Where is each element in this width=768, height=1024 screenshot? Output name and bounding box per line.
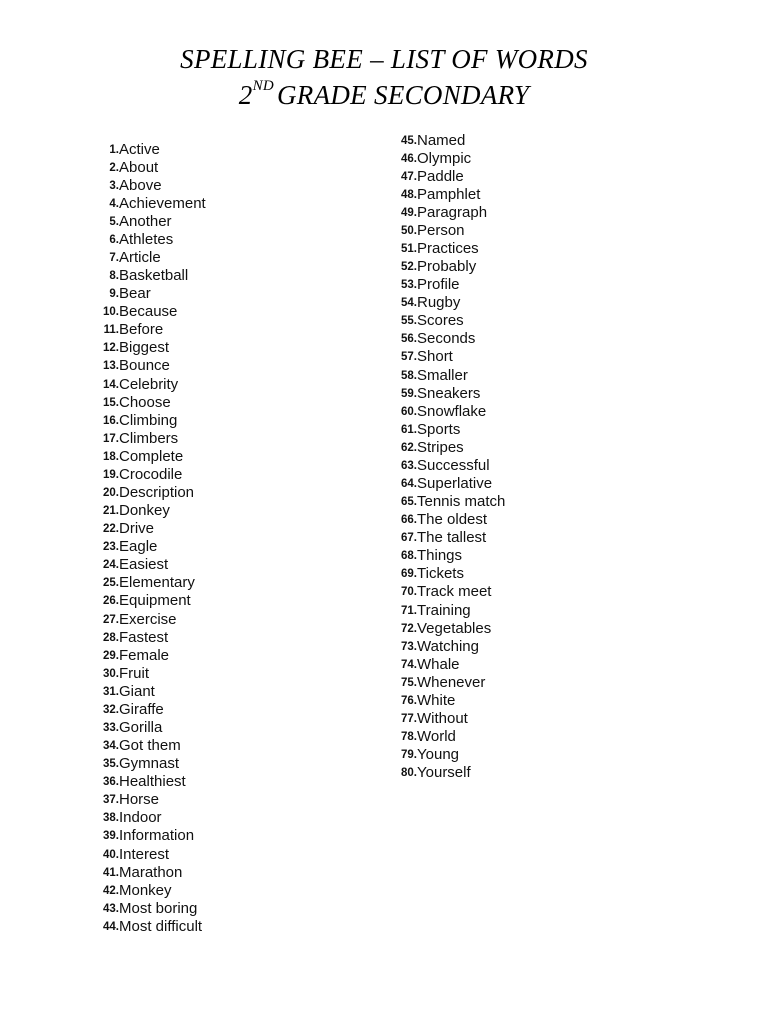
word-text: Practices bbox=[417, 239, 479, 257]
word-number: 56. bbox=[401, 333, 417, 346]
word-list-item bbox=[388, 132, 505, 150]
word-text: Before bbox=[119, 321, 164, 339]
word-list-item bbox=[388, 439, 505, 457]
word-number: 5. bbox=[109, 215, 119, 228]
word-text: The oldest bbox=[417, 511, 488, 529]
word-number: 35. bbox=[103, 758, 119, 771]
word-text: Without bbox=[417, 710, 468, 727]
word-text: Training bbox=[417, 601, 471, 619]
word-list-item bbox=[388, 764, 505, 782]
word-text: Yourself bbox=[417, 764, 471, 782]
word-list-item bbox=[388, 728, 505, 746]
word-text: Monkey bbox=[119, 881, 172, 899]
word-text: Basketball bbox=[119, 267, 189, 285]
word-number: 69. bbox=[401, 568, 417, 581]
grade-number: 2 bbox=[238, 80, 253, 110]
word-list-item bbox=[388, 348, 505, 366]
word-list-item bbox=[388, 529, 505, 547]
word-number: 71. bbox=[401, 604, 417, 617]
word-text: Achievement bbox=[119, 194, 206, 212]
word-text: Sneakers bbox=[417, 384, 481, 402]
word-list-item bbox=[90, 357, 206, 375]
word-list-item bbox=[90, 629, 206, 647]
word-list-item bbox=[90, 339, 206, 357]
word-number: 62. bbox=[401, 441, 417, 454]
word-text: Article bbox=[119, 248, 161, 266]
word-list-item bbox=[90, 592, 206, 610]
word-text: Watching bbox=[417, 637, 479, 655]
word-list-item bbox=[90, 900, 206, 918]
word-number: 17. bbox=[103, 432, 119, 445]
word-text: Vegetables bbox=[417, 619, 492, 637]
word-list-item bbox=[388, 421, 505, 439]
word-list-item bbox=[90, 177, 206, 195]
word-list-item bbox=[388, 583, 505, 601]
word-list-item bbox=[388, 258, 505, 276]
word-number: 1. bbox=[109, 143, 119, 156]
word-number: 65. bbox=[401, 496, 417, 509]
word-number: 76. bbox=[401, 694, 417, 707]
word-text: Things bbox=[417, 547, 463, 565]
word-text: Paragraph bbox=[417, 203, 488, 221]
word-list-item bbox=[90, 466, 206, 484]
word-number: 39. bbox=[103, 830, 119, 843]
word-number: 7. bbox=[109, 251, 119, 264]
word-number: 52. bbox=[401, 261, 417, 274]
word-list-item bbox=[388, 674, 505, 692]
word-text: Probably bbox=[417, 258, 477, 276]
word-text: Information bbox=[119, 827, 195, 845]
word-list-item bbox=[90, 809, 206, 827]
word-list-item bbox=[90, 556, 206, 574]
word-list-item bbox=[90, 376, 206, 394]
word-text: Active bbox=[119, 140, 160, 158]
word-list-item bbox=[90, 665, 206, 683]
word-number: 63. bbox=[401, 459, 417, 472]
word-number: 64. bbox=[401, 477, 417, 490]
word-number: 75. bbox=[401, 676, 417, 689]
word-list-item bbox=[90, 394, 206, 412]
word-text: Equipment bbox=[119, 592, 191, 610]
word-text: Olympic bbox=[417, 149, 472, 167]
word-number: 20. bbox=[103, 486, 119, 499]
grade-level-text: GRADE SECONDARY bbox=[277, 80, 530, 110]
word-text: Climbers bbox=[119, 429, 179, 447]
word-text: Most boring bbox=[119, 899, 198, 917]
word-list-item bbox=[388, 385, 505, 403]
word-list-item bbox=[90, 159, 206, 177]
word-number: 23. bbox=[103, 541, 119, 554]
word-text: Climbing bbox=[119, 411, 178, 429]
word-list-item bbox=[90, 773, 206, 791]
word-text: The tallest bbox=[417, 529, 487, 547]
word-list-item bbox=[388, 186, 505, 204]
word-number: 42. bbox=[103, 884, 119, 897]
word-text: Easiest bbox=[119, 556, 169, 574]
word-list-item bbox=[388, 602, 505, 620]
word-text: Giant bbox=[119, 682, 155, 700]
word-text: Drive bbox=[119, 520, 155, 538]
word-text: Description bbox=[119, 483, 195, 501]
word-number: 24. bbox=[103, 559, 119, 572]
word-list-item bbox=[90, 195, 206, 213]
word-number: 11. bbox=[103, 324, 119, 337]
word-list-item bbox=[388, 222, 505, 240]
word-list-item bbox=[90, 285, 206, 303]
word-number: 68. bbox=[401, 550, 417, 563]
word-number: 45. bbox=[401, 134, 417, 147]
word-list-item bbox=[90, 737, 206, 755]
word-number: 37. bbox=[103, 794, 119, 807]
word-text: Gorilla bbox=[119, 719, 163, 736]
word-text: Complete bbox=[119, 447, 184, 465]
word-text: Rugby bbox=[417, 294, 461, 312]
word-number: 13. bbox=[103, 360, 119, 373]
word-text: Crocodile bbox=[119, 465, 183, 483]
word-number: 60. bbox=[401, 405, 417, 418]
word-list-item bbox=[90, 827, 206, 845]
word-text: Seconds bbox=[417, 330, 476, 348]
word-list-item bbox=[388, 692, 505, 710]
word-text: Smaller bbox=[417, 366, 468, 384]
word-number: 29. bbox=[103, 649, 119, 662]
word-list-item bbox=[388, 330, 505, 348]
word-text: Short bbox=[417, 348, 453, 366]
word-number: 50. bbox=[401, 224, 417, 237]
word-number: 77. bbox=[401, 713, 417, 725]
word-text: World bbox=[417, 728, 456, 746]
word-text: Horse bbox=[119, 791, 160, 809]
word-text: Elementary bbox=[119, 574, 195, 592]
word-text: Celebrity bbox=[119, 375, 179, 393]
word-text: Stripes bbox=[417, 438, 464, 456]
word-list-item bbox=[388, 168, 505, 186]
word-list-item bbox=[388, 620, 505, 638]
word-number: 30. bbox=[103, 667, 119, 680]
word-number: 67. bbox=[401, 532, 417, 545]
word-text: Profile bbox=[417, 276, 460, 294]
word-list-item bbox=[388, 746, 505, 764]
word-number: 72. bbox=[401, 622, 417, 635]
word-list-item bbox=[388, 656, 505, 674]
word-number: 61. bbox=[401, 423, 417, 436]
word-list-item bbox=[388, 312, 505, 330]
word-number: 47. bbox=[401, 170, 417, 183]
word-list-item bbox=[90, 249, 206, 267]
word-text: Got them bbox=[119, 737, 181, 755]
word-text: Paddle bbox=[417, 167, 464, 185]
word-number: 40. bbox=[103, 848, 119, 861]
word-list-item bbox=[90, 303, 206, 321]
word-text: Bounce bbox=[119, 357, 170, 375]
word-list-item bbox=[388, 511, 505, 529]
word-text: Person bbox=[417, 221, 465, 239]
word-text: White bbox=[417, 691, 456, 709]
word-list-item bbox=[90, 231, 206, 249]
word-number: 54. bbox=[401, 297, 417, 310]
word-list-right-column bbox=[388, 132, 505, 783]
word-number: 8. bbox=[109, 270, 119, 283]
word-list-item bbox=[388, 638, 505, 656]
word-number: 59. bbox=[401, 387, 417, 400]
word-text: Interest bbox=[119, 845, 170, 863]
word-list-item bbox=[90, 213, 206, 231]
word-text: Because bbox=[119, 303, 178, 321]
word-list-item bbox=[90, 791, 206, 809]
word-text: Pamphlet bbox=[417, 185, 481, 203]
word-list-item bbox=[90, 520, 206, 538]
word-list-item bbox=[90, 448, 206, 466]
word-text: Snowflake bbox=[417, 402, 487, 420]
word-list-item bbox=[90, 683, 206, 701]
document-title bbox=[0, 44, 768, 75]
word-number: 79. bbox=[401, 749, 417, 762]
word-number: 57. bbox=[401, 351, 417, 364]
word-text: About bbox=[119, 158, 159, 176]
word-text: Whale bbox=[417, 655, 460, 673]
word-number: 16. bbox=[103, 414, 119, 427]
word-list-item bbox=[90, 412, 206, 430]
word-number: 6. bbox=[109, 233, 119, 246]
word-number: 10. bbox=[103, 306, 119, 319]
word-list-item bbox=[90, 574, 206, 592]
word-number: 19. bbox=[103, 468, 119, 481]
word-list-item bbox=[90, 918, 206, 936]
word-text: Superlative bbox=[417, 474, 493, 492]
word-list-item bbox=[90, 430, 206, 448]
word-list-item bbox=[90, 141, 206, 159]
word-text: Scores bbox=[417, 312, 464, 330]
word-list-left-column bbox=[90, 141, 206, 936]
word-number: 44. bbox=[103, 920, 119, 933]
word-text: Choose bbox=[119, 393, 171, 411]
word-list-item bbox=[90, 321, 206, 339]
word-list-item bbox=[388, 493, 505, 511]
word-text: Whenever bbox=[417, 673, 486, 691]
word-number: 9. bbox=[109, 288, 119, 301]
title-line-1: SPELLING BEE – LIST OF WORDS bbox=[180, 44, 588, 74]
word-list-item bbox=[90, 701, 206, 719]
word-list-item bbox=[90, 755, 206, 773]
word-list-item bbox=[388, 367, 505, 385]
word-number: 41. bbox=[103, 866, 119, 879]
word-number: 21. bbox=[103, 505, 119, 518]
word-list-item bbox=[90, 484, 206, 502]
word-number: 14. bbox=[103, 378, 119, 391]
word-list-item bbox=[90, 267, 206, 285]
word-number: 33. bbox=[103, 722, 119, 734]
word-number: 26. bbox=[103, 595, 119, 608]
word-text: Marathon bbox=[119, 863, 183, 881]
word-text: Giraffe bbox=[119, 700, 164, 718]
word-number: 36. bbox=[103, 776, 119, 789]
word-list-item bbox=[388, 565, 505, 583]
word-text: Young bbox=[417, 746, 459, 764]
word-number: 34. bbox=[103, 740, 119, 753]
word-list-item bbox=[388, 294, 505, 312]
word-text: Gymnast bbox=[119, 755, 180, 773]
word-number: 32. bbox=[103, 703, 119, 716]
word-number: 3. bbox=[109, 179, 119, 192]
word-number: 74. bbox=[401, 658, 417, 671]
word-list-item bbox=[90, 719, 206, 737]
word-text: Named bbox=[417, 131, 466, 149]
word-number: 53. bbox=[401, 279, 417, 292]
word-list-item bbox=[388, 240, 505, 258]
word-text: Track meet bbox=[417, 583, 492, 601]
word-number: 12. bbox=[103, 342, 119, 355]
word-list-item bbox=[90, 882, 206, 900]
word-text: Another bbox=[119, 212, 172, 230]
word-number: 51. bbox=[401, 242, 417, 255]
word-list-item bbox=[90, 611, 206, 629]
word-text: Fastest bbox=[119, 628, 169, 646]
word-list-item bbox=[388, 475, 505, 493]
word-number: 73. bbox=[401, 640, 417, 653]
word-list-item bbox=[388, 547, 505, 565]
word-list-item bbox=[388, 150, 505, 168]
word-text: Above bbox=[119, 176, 162, 194]
word-text: Donkey bbox=[119, 502, 170, 520]
word-text: Most difficult bbox=[119, 917, 203, 935]
word-number: 49. bbox=[401, 206, 417, 219]
word-number: 43. bbox=[103, 902, 119, 915]
word-list-item bbox=[90, 538, 206, 556]
word-list-item bbox=[90, 864, 206, 882]
word-text: Female bbox=[119, 646, 170, 664]
word-text: Sports bbox=[417, 420, 461, 438]
word-number: 31. bbox=[103, 685, 119, 698]
word-number: 48. bbox=[401, 188, 417, 201]
word-number: 70. bbox=[401, 586, 417, 599]
word-number: 78. bbox=[401, 731, 417, 744]
word-list-item bbox=[388, 276, 505, 294]
word-text: Tickets bbox=[417, 565, 464, 583]
grade-ordinal-suffix: ND bbox=[252, 78, 274, 94]
word-number: 27. bbox=[103, 613, 119, 626]
word-text: Tennis match bbox=[417, 493, 506, 511]
document-subtitle bbox=[0, 80, 768, 111]
word-number: 4. bbox=[109, 197, 119, 210]
word-list-item bbox=[388, 204, 505, 222]
word-number: 55. bbox=[401, 315, 417, 328]
word-text: Exercise bbox=[119, 610, 177, 628]
word-text: Successful bbox=[417, 456, 490, 474]
word-list-item bbox=[90, 846, 206, 864]
word-number: 15. bbox=[103, 396, 119, 409]
word-number: 22. bbox=[103, 523, 119, 536]
word-text: Eagle bbox=[119, 538, 158, 556]
word-text: Bear bbox=[119, 285, 151, 303]
word-text: Healthiest bbox=[119, 773, 186, 791]
word-number: 2. bbox=[109, 161, 119, 174]
word-text: Indoor bbox=[119, 809, 162, 827]
word-text: Fruit bbox=[119, 664, 149, 682]
word-number: 25. bbox=[103, 577, 119, 590]
word-number: 38. bbox=[103, 812, 119, 825]
word-number: 46. bbox=[401, 152, 417, 165]
word-list-item bbox=[388, 457, 505, 475]
word-text: Athletes bbox=[119, 230, 174, 248]
word-number: 58. bbox=[401, 369, 417, 382]
word-number: 28. bbox=[103, 631, 119, 644]
word-text: Biggest bbox=[119, 339, 170, 357]
word-number: 80. bbox=[401, 767, 417, 780]
word-number: 18. bbox=[103, 450, 119, 463]
word-number: 66. bbox=[401, 514, 417, 527]
word-list-item bbox=[90, 647, 206, 665]
word-list-item bbox=[388, 403, 505, 421]
word-list-item bbox=[388, 710, 505, 728]
word-list-item bbox=[90, 502, 206, 520]
